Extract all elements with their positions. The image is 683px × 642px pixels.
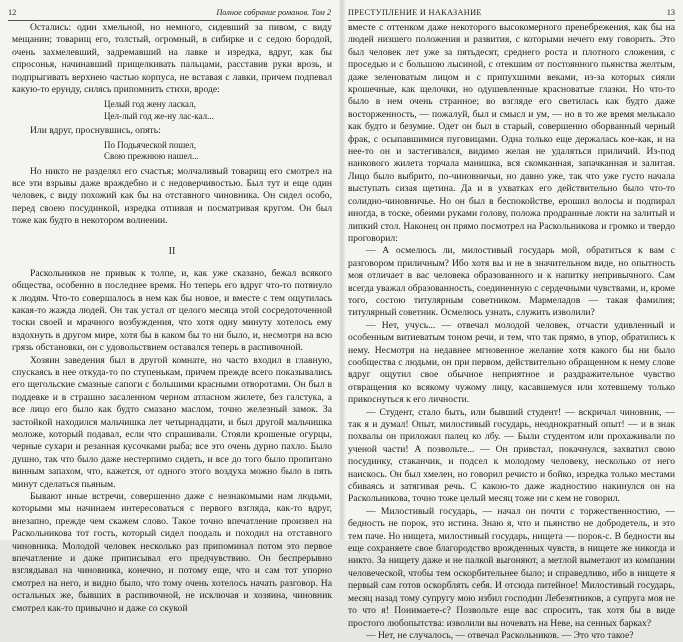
paragraph: — Милостивый государь, — начал он почти с торжественностию, — бедность не порок, это истина. Знаю я, что и пьянство не добродетель, и это тем паче. Но нищета, милостивый государь, нищета — порок-с. В бедности вы еще сохраняете свое благородство врожденных чувств, в нищете же никогда и никто. За нищету даже и не палкой выгоняют, а метлой выметают из компании человеческой, чтобы тем оскорбительнее было; и справедливо, ибо в нищете я первый сам готов оскорблять себя. И отсюда питейное! Милостивый государь, месяц назад тому супругу мою избил господин Лебезятников, а супруга моя не то что я! Понимаете-с? Позвольте еще вас спросить, так хотя бы в виде простого любопытства: изволили вы ночевать на Неве, на сенных барках?: [348, 505, 675, 629]
paragraph: — Студент, стало быть, или бывший студент! — вскричал чиновник, — так я и думал! Опыт, милостивый государь, неоднократный опыт! — и в знак похвалы он приложил палец ко лбу. — Были студентом или прохаживали по ученой части! А позвольте... — Он привстал, покачнулся, захватил свою посудинку, стаканчик, и подсел к молодому человеку, несколько от него наискось. Он был хмелен, но говорил речисто и бойко, изредка только местами сбиваясь и затягивая речь. С какою-то даже жадностию накинулся он на Раскольникова, точно тоже целый месяц тоже ни с кем не говорил.: [348, 406, 675, 505]
paragraph: — А осмелюсь ли, милостивый государь мой, обратиться к вам с разговором приличным? Ибо хотя вы и не в значительном виде, но опытность моя отличает в вас человека образованного и к напитку непривычного. Сам всегда уважал образованность, соединенную с сердечными чувствами, и, кроме того, состою титулярным советником. Мармеладов — такая фамилия; титулярный советник. Осмелюсь узнать, служить изволили?: [348, 245, 675, 319]
paragraph: Раскольников не привык к толпе, и, как уже сказано, бежал всякого общества, особенно в последнее время. Но теперь его вдруг что-то потянуло к людям. Что-то совершалось в нем как бы новое, и вместе с тем ощутилась какая-то жажда людей. Он так устал от целого месяца этой сосредоточенной тоски своей и мрачного возбуждения, что хотя одну минуту хотелось ему вздохнуть в другом мире, хотя бы в каком бы то ни было, и, несмотря на всю грязь обстановки, он с удовольствием оставался теперь в распивочной.: [12, 267, 332, 354]
page-number-left: 12: [8, 8, 17, 17]
header-rule-left: [8, 20, 331, 21]
paragraph: Или вдруг, проснувшись, опять:: [30, 124, 161, 136]
header-rule-right: [348, 20, 675, 21]
paragraph: — Нет, не случалось, — отвечал Раскольников. — Это что такое?: [366, 629, 634, 641]
verse-line: Свою прежнюю нашел...: [104, 151, 199, 162]
verse-block: [104, 140, 332, 162]
paragraph: — Нет, учусь... — отвечал молодой человек, отчасти удивленный и особенным витиеватым тоном речи, и тем, что так прямо, в упор, обратились к нему. Несмотря на недавнее мгновенное желание хотя какого бы ни было сообщества с людьми, он при первом, действительно обращенном к нему слове вдруг ощутил свое обычное неприятное и раздражительное чувство отвращения ко всякому чужому лицу, касавшемуся или хотевшему только прикоснуться к его личности.: [348, 319, 675, 406]
paragraph: Остались: один хмельной, но немного, сидевший за пивом, с виду мещанин; товарищ его, толстый, огромный, в сибирке и с седою бородой, очень захмелевший, задремавший на лавке и изредка, вдруг, как бы спросонья, начинавший прищелкивать пальцами, расставив руки врозь, и подпрыгивать верхнею частью корпуса, не вставая с лавки, причем подпевал какую-то ерунду, силясь припомнить стихи, вроде:: [12, 22, 332, 96]
running-title-right: ПРЕСТУПЛЕНИЕ И НАКАЗАНИЕ: [348, 8, 482, 17]
right-page: [344, 0, 683, 641]
right-page-text: [348, 22, 675, 642]
left-page-text: [12, 22, 332, 615]
verse-line: Цел-лый год же-ну лас-кал...: [104, 110, 214, 121]
paragraph: Хозяин заведения был в другой комнате, но часто входил в главную, спускаясь в нее откуда-то по ступенькам, причем прежде всего показывались его щегольские смазные сапоги с большими красными отворотами. Он был в поддевке и в страшно засаленном черном атласном жилете, без галстука, а все лицо его было как будто смазано маслом, точно железный замок. За застойкой находился мальчишка лет четырнадцати, и был другой мальчишка моложе, который подавал, если что спрашивали. Стояли крошеные огурцы, черные сухари и резанная кусочками рыба; все это очень дурно пахло. Было душно, так что было даже нестерпимо сидеть, и все до того было пропитано винным запахом, что, кажется, от одного этого воздуха можно было в пять минут сделаться пьяным.: [12, 354, 332, 490]
left-page: [0, 0, 339, 614]
running-title-left: Полное собрание романов. Том 2: [216, 8, 331, 17]
verse-block: [104, 99, 332, 121]
verse-line: Целый год жену ласкал,: [104, 99, 196, 110]
paragraph: вместе с оттенком даже некоторого высокомерного пренебрежения, как бы на людей низшего положения и развития, с которыми нечего ему говорить. Это был человек лет уже за пятьдесят, среднего роста и плотного сложения, с проседью и с большою лысиной, с отекшим от постоянного пьянства желтым, даже зеленоватым лицом и с припухшими веками, из-за которых сияли крошечные, как щелочки, но одушевленные красноватые глазки. Но что-то было в нем очень странное; во взгляде его светилась как будто даже восторженность, — пожалуй, был и смысл и ум, — но в то же время мелькало как будто и безумие. Одет он был в старый, совершенно оборванный черный фрак, с осыпавшимися пуговицами. Одна только еще держалась кое-как, и на нее-то он и застегивался, видимо желая не удаляться приличий. Из-под нанкового жилета торчала манишка, вся скомканная, запачканная и залитая. Лицо было выбрито, по-чиновничьи, но давно уже, так что уже густо начала выступать сизая щетина. Да и в ухватках его действительно было что-то солидно-чиновничье. Но он был в беспокойстве, ерошил волосы и подпирал иногда, в тоске, обеими руками голову, положа продранные локти на залитый и липкий стол. Наконец он прямо посмотрел на Раскольникова и громко и твердо проговорил:: [348, 22, 675, 244]
verse-line: По Подьяческой пошел,: [104, 140, 197, 151]
paragraph: Но никто не разделял его счастья; молчаливый товарищ его смотрел на все эти взрывы даже враждебно и с недоверчивостью. Был тут и еще один человек, с виду похожий как бы на отставного чиновника. Он сидел особо, перед своею посудинкой, изредка отпивая и посматривая кругом. Он был тоже как будто в некотором волнении.: [12, 165, 332, 227]
paragraph: Бывают иные встречи, совершенно даже с незнакомыми нам людьми, которыми мы начинаем интересоваться с первого взгляда, как-то вдруг, внезапно, прежде чем скажем слово. Такое точно впечатление произвел на Раскольникова тот гость, который сидел поодаль и походил на отставного чиновника. Молодой человек несколько раз припоминал потом это первое впечатление и даже приписывал его предчувствию. Он беспрерывно взглядывал на чиновника, конечно, и потому еще, что и сам тот упорно смотрел на него, и видно было, что тому очень хотелось начать разговор. На остальных же, бывших в распивочной, не исключая и хозяина, чиновник смотрел как-то привычно и даже со скукой: [12, 491, 332, 614]
chapter-heading: II: [168, 245, 176, 257]
page-number-right: 13: [666, 8, 675, 17]
